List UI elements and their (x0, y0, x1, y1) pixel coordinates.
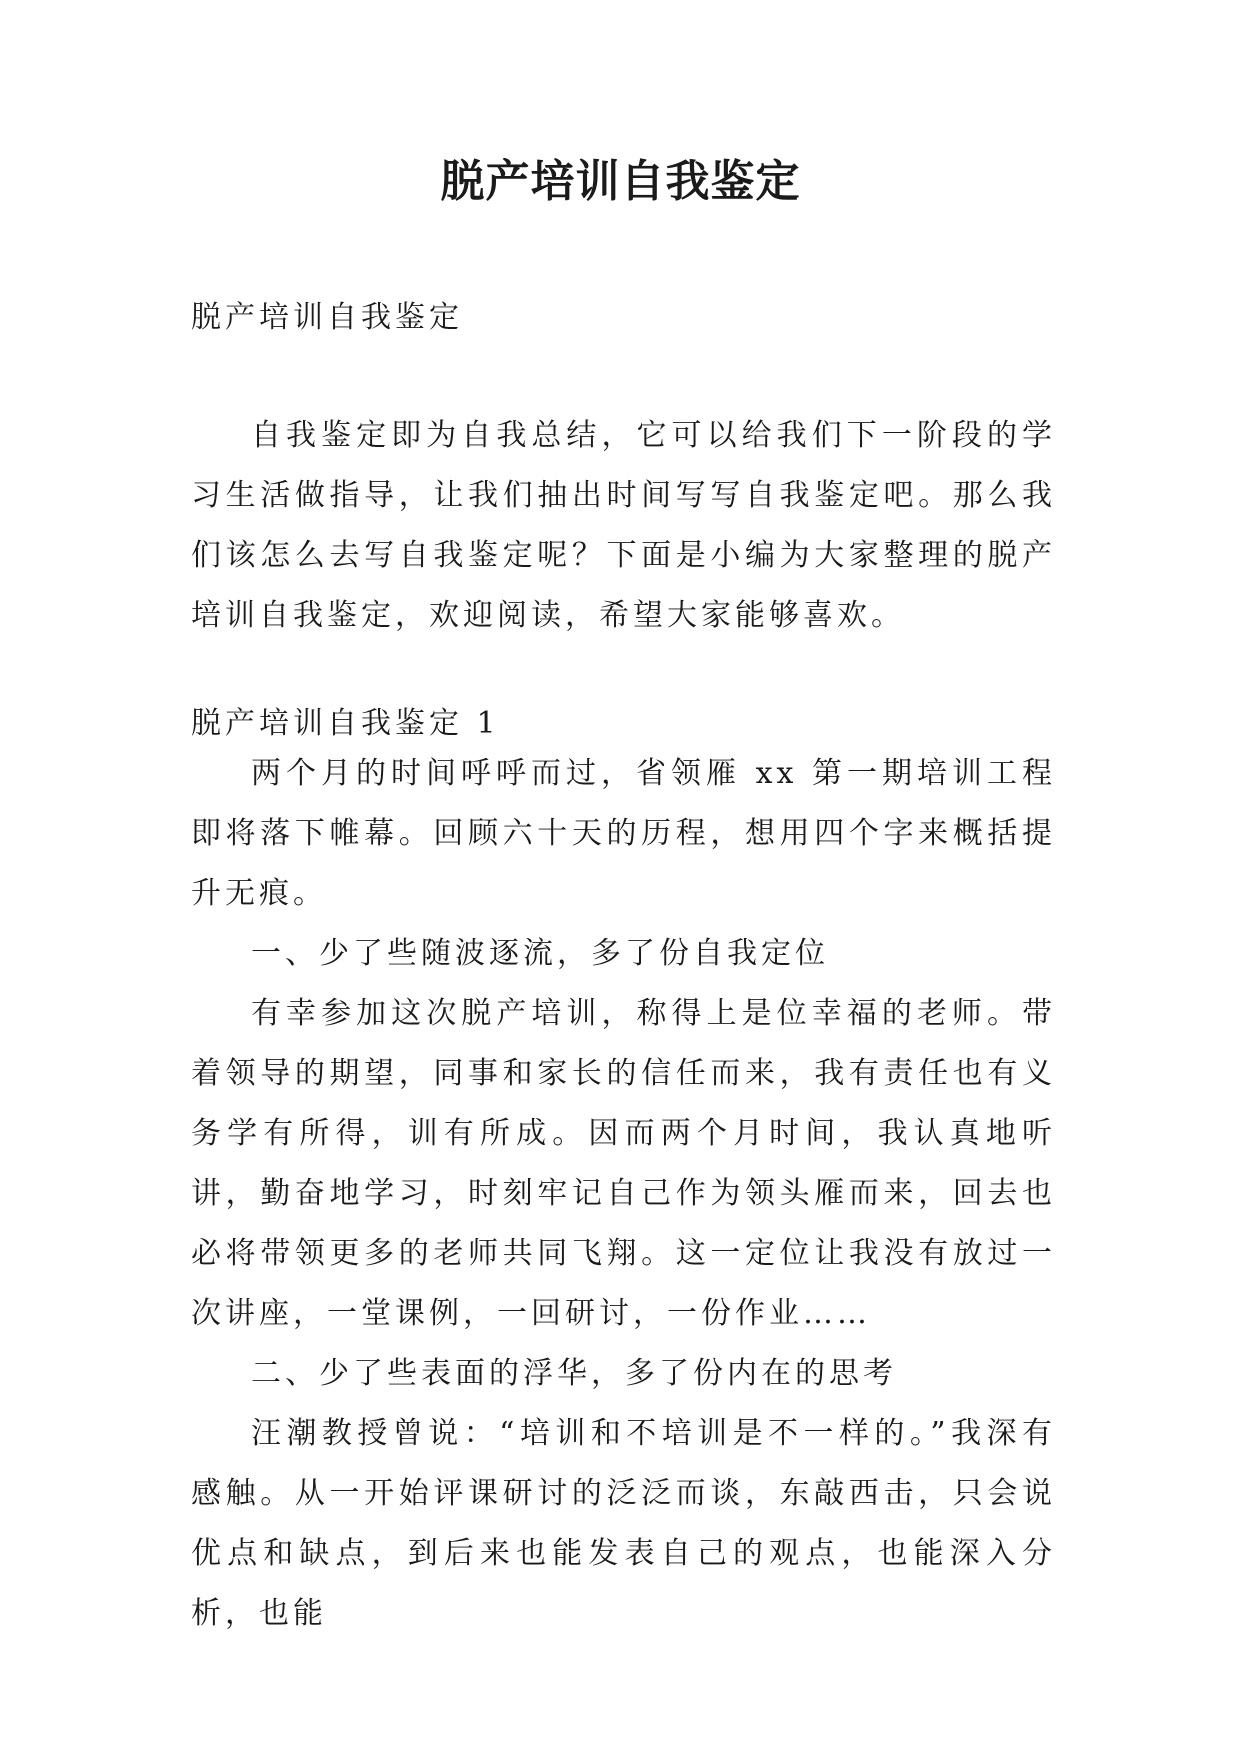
subheading-2: 二、少了些表面的浮华，多了份内在的思考 (251, 1356, 897, 1391)
section-body (191, 744, 1056, 1644)
section-title: 脱产培训自我鉴定 1 (191, 706, 500, 741)
body-paragraph-2: 有幸参加这次脱产培训，称得上是位幸福的老师。带着领导的期望，同事和家长的信任而来，我有责任也有义务学有所得，训有所成。因而两个月时间，我认真地听讲，勤奋地学习，时刻牢记自己作为领头雁而来，回去也必将带领更多的老师共同飞翔。这一定位让我没有放过一次讲座，一堂课例，一回研讨，一份作业…… (191, 996, 1056, 1331)
subheading-1: 一、少了些随波逐流，多了份自我定位 (251, 936, 829, 971)
intro-paragraph: 自我鉴定即为自我总结，它可以给我们下一阶段的学习生活做指导，让我们抽出时间写写自我鉴定吧。那么我们该怎么去写自我鉴定呢？下面是小编为大家整理的脱产培训自我鉴定，欢迎阅读，希望大家能够喜欢。 (191, 418, 1056, 633)
body-paragraph-1: 两个月的时间呼呼而过，省领雁 xx 第一期培训工程即将落下帷幕。回顾六十天的历程，想用四个字来概括提升无痕。 (191, 756, 1056, 911)
document-title: 脱产培训自我鉴定 (440, 156, 801, 207)
body-paragraph-3: 汪潮教授曾说：“培训和不培训是不一样的。”我深有感触。从一开始评课研讨的泛泛而谈，东敲西击，只会说优点和缺点，到后来也能发表自己的观点，也能深入分析，也能 (191, 1416, 1056, 1631)
document-subtitle: 脱产培训自我鉴定 (191, 300, 463, 335)
